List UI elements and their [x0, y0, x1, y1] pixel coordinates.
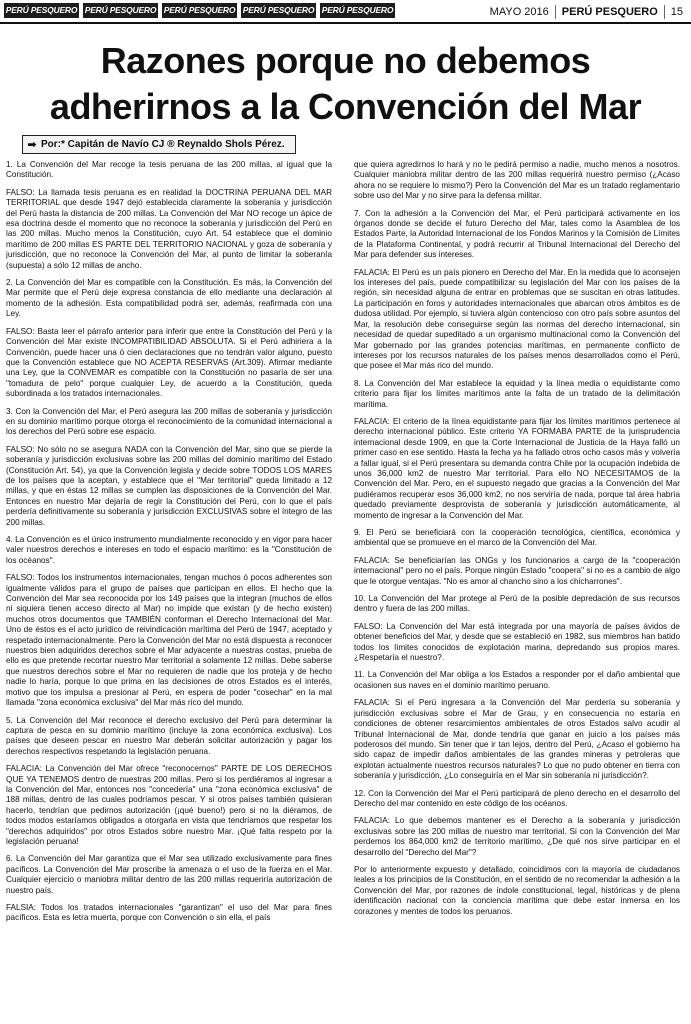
page-number: 15 — [670, 6, 683, 18]
paragraph: 4. La Convención es el único instrumento mundialmente reconocido y en vigor para hacer valer nuestros derechos e intereses en todo el espacio marítimo: es la "Constitución de los océanos". — [6, 535, 332, 565]
paragraph: 5. La Convención del Mar reconoce el derecho exclusivo del Perú para determinar la captura de pesca en su dominio marítimo (incluye la zona económica exclusiva). Los países que deseen pescar en nuestro Mar deberán solicitar autorización y pagar los derechos respectivos respetando la legislación peruana. — [6, 715, 332, 756]
title-line: Razones porque no debemos — [100, 40, 591, 81]
byline-text: Por:* Capitán de Navío CJ ® Reynaldo Shols Pérez. — [41, 139, 285, 150]
paragraph: FALACIA: La Convención del Mar ofrece "reconocernos" PARTE DE LOS DERECHOS QUE YA TENEMOS dentro de nuestras 200 millas. Pero si los perdiéramos al ingresar a la Convención del Mar, entonces nos "concedería" una "zona económica exclusiva" de 188 millas, dentro de las cuales podríamos pescar. Y si otros países también quisieran hacerlo, tendrían que pedirnos autorización (¡qué bueno!) pero si no la diéramos, de todos modos estaríamos obligados a otorgarla en vista que tendríamos que respetar los "derechos adquiridos" por otros Estados sobre nuestro Mar. ¡Qué falta respeto por la legislación peruana! — [6, 764, 332, 846]
paragraph: 12. Con la Convención del Mar el Perú participará de pleno derecho en el desarrollo del Derecho del mar contenido en este código de los océanos. — [354, 788, 680, 808]
paragraph: 2. La Convención del Mar es compatible con la Constitución. Es más, la Convención del Mar permite que el Perú deje expresa constancia de ello mediante una declaración al momento de la adhesión. Esta compatibilidad podrá ser, además, reafirmada con una Ley. — [6, 278, 332, 319]
paragraph: 9. El Perú se beneficiará con la cooperación tecnológica, científica, económica y ambiental que se promueve en el marco de la Convención del Mar. — [354, 528, 680, 548]
paragraph: 8. La Convención del Mar establece la equidad y la línea media o equidistante como criterio para fijar los límites marítimos ante la falta de un tratado de la delimitación marítima. — [354, 378, 680, 409]
paragraph: 6. La Convención del Mar garantiza que el Mar sea utilizado exclusivamente para fines pacíficos. La Convención del Mar proscribe la amenaza o el uso de la fuerza en el Mar. Cualquier ejercicio o maniobra militar dentro de las 200 millas requeriría autorización de nuestro país. — [6, 854, 332, 895]
header-divider — [664, 5, 665, 19]
paragraph: Por lo anteriormente expuesto y detallado, coincidimos con la mayoría de ciudadanos leales a los principios de la Constitución, en el sentido de no recomendar la adhesión a la Convención del Mar, por razones de índole constitucional, legal, históricas y de plena identificación nacional con la conciencia marítima que debe estar inmersa en los corazones y mentes de todos los peruanos. — [354, 864, 680, 916]
publication-logo: PERÚ PESQUERO — [162, 3, 237, 18]
title-line: adherirnos a la Convención del Mar — [49, 86, 642, 127]
paragraph: FALSO: La Convención del Mar está integrada por una mayoría de países ávidos de obtener beneficios del Mar, y desde que se estableció en 1982, sus miembros han batido todos los límites conocidos de explotación marina, depredando sus propios mares. ¿Respetaría el nuestro?. — [354, 621, 680, 663]
paragraph: FALSO: No sólo no se asegura NADA con la Convención del Mar, sino que se pierde la soberanía y jurisdicción exclusivas sobre las 200 millas del dominio marítimo del Estado (Constitución Art. 54), ya que la Convención legisla y decide sobre TODOS LOS MARES de los países que la aceptan, y establece que el "Mar territorial" queda limitado a 12 millas, y que en éstas 12 millas se cumplen las disposiciones de la Convención del Mar. Entonces en nuestro Mar dejaría de regir la Constitución del Perú, con lo que el país perdería definitivamente su soberanía y jurisdicción EXCLUSIVAS sobre el íntegro de las 200 millas. — [6, 444, 332, 527]
paragraph: FALACIA: Lo que debemos mantener es el Derecho a la soberanía y jurisdicción exclusivas sobre las 200 millas de nuestro mar territorial. Si con la Convención del Mar perdemos los 864,000 km2 de territorio marítimo, ¿De qué nos sirve participar en el desarrollo del "Derecho del Mar"? — [354, 816, 680, 857]
paragraph: 11. La Convención del Mar obliga a los Estados a responder por el daño ambiental que ocasionen sus naves en el dominio marítimo peruano. — [354, 670, 680, 690]
paragraph: FALACIA: El criterio de la línea equidistante para fijar los límites marítimos pertenece al derecho internacional público. Este criterio YA FORMABA PARTE de la jurisprudencia internacional desde 1909, en que la Corte Internacional de Justicia de la Haya falló un primer caso en ese sentido. Hasta la fecha ya ha fallado otros ocho casos más y volvería a fallar igual, si el Perú presentara su demanda contra Chile por la ocupación indebida de unos 36,000 km2 de nuestro Mar territorial. Para ello NO NECESITAMOS de la Convención del Mar. Pero, en el supuesto negado que gracias a la Convención del Mar pudiéramos recuperar esos 36,000 km2, no nos serviría de nada, porque tal área habría quedado previamente desprovista de soberanía y jurisdicción automáticamente, al momento de ingresar a la Convención del Mar. — [354, 416, 680, 520]
right-column — [354, 160, 680, 1020]
publication-name: PERÚ PESQUERO — [561, 6, 658, 18]
publication-logo: PERÚ PESQUERO — [241, 3, 316, 18]
publication-logo: PERÚ PESQUERO — [83, 3, 158, 18]
header-divider — [555, 5, 556, 19]
paragraph: FALSO: Todos los instrumentos internacionales, tengan muchos ó pocos adherentes son igualmente válidos para el grupo de países que participan en ellos. El hecho que la Convención del Mar sea reconocida por los 149 países que la integran (muchos de ellos ni siquiera tienen acceso directo al Mar) no impide que existan (y de hecho existen) muchos otros documentos que TAMBIÉN conforman el Derecho Internacional del Mar. Uno de éstos es el acto jurídico de reivindicación marítima del Perú de 1947, aceptado y respetado internacionalmente. Pero la Convención del Mar no está dispuesta a reconocer nuestros bien adquiridos derechos sobre el Mar adyacente a nuestras costas, prueba de ello es que pretende recortar nuestro Mar territorial a solamente 12 millas. Debe saberse que nuestros derechos sobre el Mar no requieren de nadie que los proteja y de hecho nadie lo haría, porque lo que prima en las decisiones de otros Estados es el interés, motivo que los impulsa a presionar al Perú, en espera de poder "cosechar" en la mal llamada "zona económica exclusiva" del Mar más rico del mundo. — [6, 573, 332, 708]
header-info — [490, 5, 683, 19]
byline-box — [22, 135, 296, 154]
paragraph: FALACIA: El Perú es un país pionero en Derecho del Mar. En la medida que lo aconsejen los intereses del país, puede compatibilizar su legislación del Mar con los países de la región, sin necesidad alguna de entrar en problemas que se suscitan en otras latitudes. La participación en foros y autoridades internacionales que abarcan otros ámbitos es de dudosa utilidad. Por ejemplo, si tuviera algún contencioso con otro país sobre asuntos del Mar, la resolución debe conseguirse según las normas del derecho internacional, sin necesidad de quedar supeditado a un organismo multinacional como la Convención del Mar gobernado por las grandes potencias marítimas, en permanente conflicto de intereses por los recursos naturales de los países menos desarrollados como el Perú, que posee el Mar más rico del mundo. — [354, 267, 680, 371]
publication-logo: PERÚ PESQUERO — [4, 3, 79, 18]
left-column — [6, 160, 332, 1020]
paragraph: FALSO: Basta leer el párrafo anterior para inferir que entre la Constitución del Perú y la Convención del Mar existe INCOMPATIBILIDAD ABSOLUTA. Si el Perú adhiriera a la Convención, puede hacer una ó cien declaraciones que no tendrán valor alguno, puesto que la Convención establece que NO ACEPTA RESERVAS (Art.309). Afirmar mediante una Ley, que la CONVEMAR es compatible con la Constitución no pasaría de ser una "tomadura de pelo" porque cualquier Ley, de acuerdo a la Constitución, queda subordinada a los tratados internacionales. — [6, 326, 332, 399]
header-rule — [0, 22, 691, 24]
paragraph: FALACIA: Se beneficiarían las ONGs y los funcionarios a cargo de la "cooperación internacional" pero no el país. Porque ningún Estado "coopera" si no es a cambio de algo que le otorgue ventajas. "No es amor al chancho sino a los chicharrones". — [354, 555, 680, 586]
paragraph: 10. La Convención del Mar protege al Perú de la posible depredación de sus recursos dentro y fuera de las 200 millas. — [354, 594, 680, 614]
logo-strip — [4, 3, 395, 18]
paragraph: FALSIA: Todos los tratados internacionales "garantizan" el uso del Mar para fines pacíficos. Esta es letra muerta, porque con Convención o sin ella, el país — [6, 903, 332, 923]
paragraph: 3. Con la Convención del Mar, el Perú asegura las 200 millas de soberanía y jurisdicción en su dominio marítimo porque otorga el reconocimiento de la comunidad internacional a los derechos del Perú sobre ese espacio. — [6, 406, 332, 437]
publication-logo: PERÚ PESQUERO — [320, 3, 395, 18]
arrow-right-icon: ➡ — [27, 139, 37, 151]
article-title — [0, 38, 691, 130]
paragraph: que quiera agredirnos lo hará y no le pedirá permiso a nadie, mucho menos a nosotros. Cualquier maniobra militar dentro de las 200 millas requerirá nuestro permiso (¿Acaso ahora no se requiere lo mismo?) Pero la Convención del Mar es un tratado reglamentario sobre uso del Mar y no sirve para la defensa militar. — [354, 160, 680, 201]
page-header — [0, 0, 691, 22]
paragraph: FALSO: La llamada tesis peruana es en realidad la DOCTRINA PERUANA DEL MAR TERRITORIAL que desde 1947 dejó establecida claramente la soberanía y jurisdicción del Perú hasta la distancia de 200 millas. La Convención del Mar NO recoge un ápice de esa doctrina desde el momento que no reconoce la soberanía y jurisdicción del Perú en las 200 millas. Mucho menos la Constitución, cuyo Art. 54 establece que el dominio marítimo de 200 millas ES PARTE DEL TERRITORIO NACIONAL y goza de soberanía y jurisdicción, que no reconoce la Convención del Mar, al punto de limitar la soberanía (supuesta) a sólo 12 millas de ancho. — [6, 187, 332, 270]
paragraph: 1. La Convención del Mar recoge la tesis peruana de las 200 millas, al igual que la Constitución. — [6, 160, 332, 180]
issue-date: MAYO 2016 — [489, 6, 549, 18]
paragraph: FALACIA: Si el Perú ingresara a la Convención del Mar perdería su soberanía y jurisdicción exclusivas sobre el Mar de Grau, y en consecuencia no estaría en condiciones de obtener resarcimientos ambientales de otros Estados salvo acudir al Tribunal Internacional de Mar, donde tendría que ganar en juicio a los países más poderosos del mundo. Sin tener que ir tan lejos, dentro del Perú, ¿Acaso el gobierno ha sido capaz de impedir daños ambientales de las grandes mineras y petroleras que explotan actualmente nuestros recursos naturales? Lo que no pudo obtener en tierra con soberanía y jurisdicción, ¿Lo conseguiría en el Mar sin soberanía ni jurisdicción?. — [354, 698, 680, 781]
paragraph: 7. Con la adhesión a la Convención del Mar, el Perú participará activamente en los órganos donde se decide el futuro Derecho del Mar, tales como la Asamblea de los Estados Parte, la Autoridad Internacional de los Fondos Marinos y la Comisión de Límites de la Plataforma Continental, y podrá recurrir al Tribunal Internacional del Derecho del Mar para defender sus intereses. — [354, 208, 680, 260]
